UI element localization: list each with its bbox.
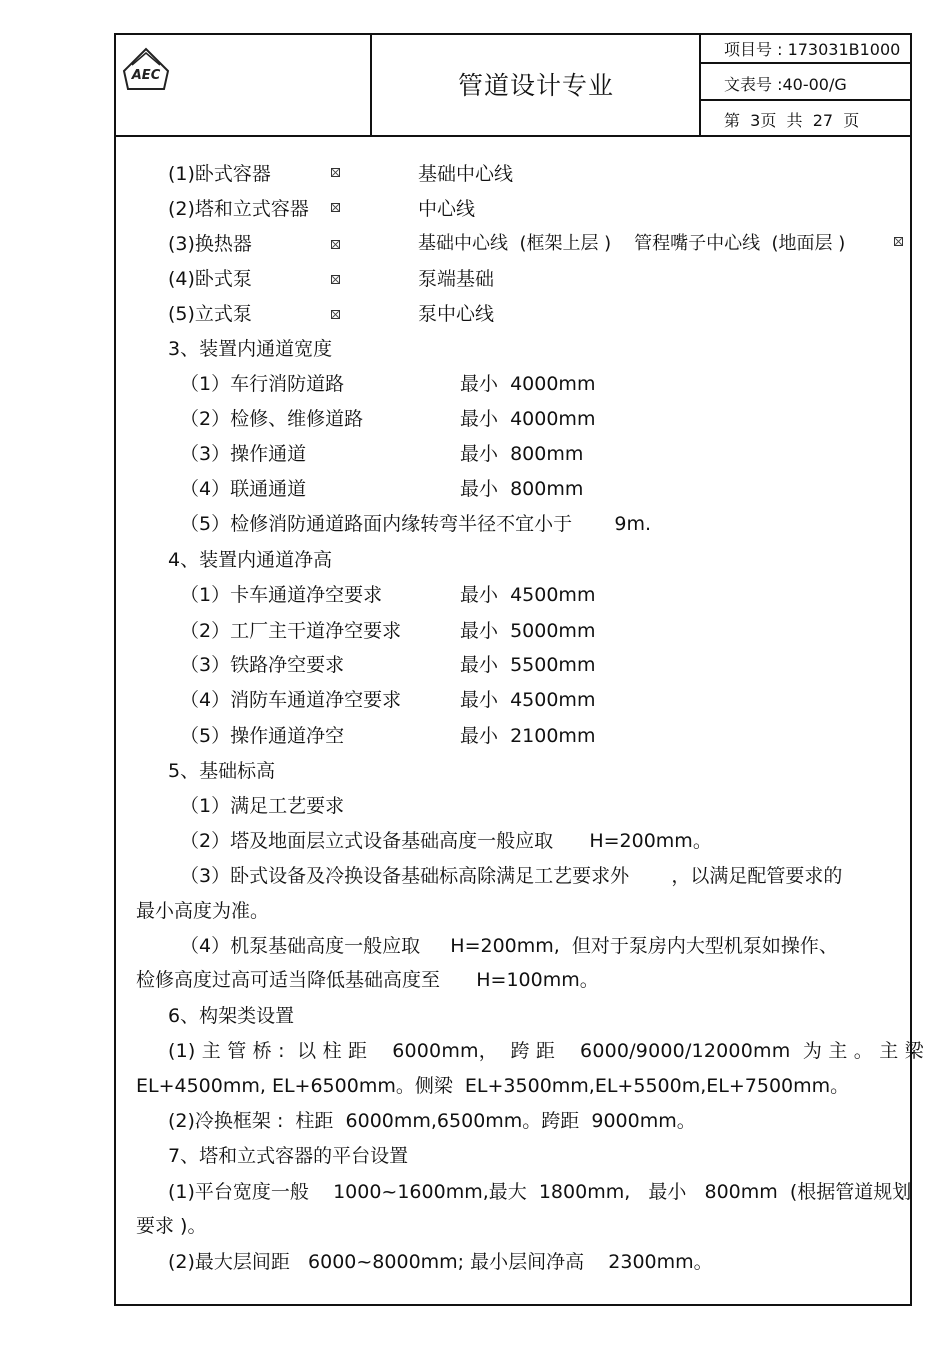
s3-label-3: （3）操作通道 — [180, 443, 307, 465]
s3-label-1: （1）车行消防道路 — [180, 373, 345, 395]
project-number: 项目号 : 173031B1000 — [724, 40, 901, 59]
s6-item-2: (2)冷换框架 : 柱距 6000mm,6500mm。跨距 9000mm。 — [168, 1110, 696, 1132]
s7-item-1-line-1: (1)平台宽度一般 1000~1600mm,最大 1800mm, 最小 800mm (根据管道规划 — [168, 1181, 912, 1203]
s3-label-2: （2）检修、维修道路 — [180, 408, 364, 430]
s4-value-2: 最小 5000mm — [460, 620, 596, 642]
equip-label-3: (3)换热器 — [168, 233, 252, 255]
s5-item-4-line-1: （4）机泵基础高度一般应取 H=200mm, 但对于泵房内大型机泵如操作、 — [180, 935, 838, 957]
equip-value-3: 基础中心线 (框架上层 ) 管程嘴子中心线 (地面层 ) — [418, 233, 846, 254]
s3-label-4: （4）联通通道 — [180, 478, 307, 500]
section-5-heading: 5、基础标高 — [168, 760, 276, 782]
equip-value-2: 中心线 — [418, 198, 476, 220]
s3-item-5: （5）检修消防通道路面内缘转弯半径不宜小于 9m. — [180, 513, 652, 535]
equip-label-1: (1)卧式容器 — [168, 163, 271, 185]
s4-label-1: （1）卡车通道净空要求 — [180, 584, 383, 606]
s5-item-3-line-2: 最小高度为准。 — [136, 900, 270, 922]
document-number: 文表号 :40-00/G — [724, 75, 847, 94]
s4-value-3: 最小 5500mm — [460, 654, 596, 676]
meta-divider-2 — [699, 99, 912, 101]
s3-value-1: 最小 4000mm — [460, 373, 596, 395]
s4-label-2: （2）工厂主干道净空要求 — [180, 620, 402, 642]
s4-value-5: 最小 2100mm — [460, 725, 596, 747]
s6-item-1-line-1: (1) 主 管 桥 : 以 柱 距 6000mm， 跨 距 6000/9000/12000mm 为 主 。 主 梁 — [168, 1040, 924, 1062]
company-logo — [120, 45, 172, 93]
equip-label-2: (2)塔和立式容器 — [168, 198, 309, 220]
equip-label-5: (5)立式泵 — [168, 303, 252, 325]
checkbox-icon — [331, 240, 340, 249]
checkbox-icon — [331, 203, 340, 212]
page-number: 第 3页 共 27 页 — [724, 111, 860, 130]
s3-value-3: 最小 800mm — [460, 443, 584, 465]
meta-divider-1 — [699, 62, 912, 64]
s5-item-1: （1）满足工艺要求 — [180, 795, 345, 817]
checkbox-icon — [331, 275, 340, 284]
equip-value-5: 泵中心线 — [418, 303, 495, 325]
checkbox-icon — [331, 310, 340, 319]
section-4-heading: 4、装置内通道净高 — [168, 549, 333, 571]
header-bottom-line — [114, 135, 912, 137]
logo-text: AEC — [131, 68, 161, 83]
s7-item-1-line-2: 要求 )。 — [136, 1215, 207, 1237]
s4-label-4: （4）消防车通道净空要求 — [180, 689, 402, 711]
s4-label-3: （3）铁路净空要求 — [180, 654, 345, 676]
s5-item-4-line-2: 检修高度过高可适当降低基础高度至 H=100mm。 — [136, 969, 599, 991]
s3-value-4: 最小 800mm — [460, 478, 584, 500]
s5-item-2: （2）塔及地面层立式设备基础高度一般应取 H=200mm。 — [180, 830, 712, 852]
checkbox-icon — [894, 237, 903, 246]
s4-label-5: （5）操作通道净空 — [180, 725, 345, 747]
s4-value-1: 最小 4500mm — [460, 584, 596, 606]
s4-value-4: 最小 4500mm — [460, 689, 596, 711]
s3-value-2: 最小 4000mm — [460, 408, 596, 430]
s7-item-2: (2)最大层间距 6000~8000mm; 最小层间净高 2300mm。 — [168, 1251, 713, 1273]
header-title: 管道设计专业 — [457, 71, 614, 100]
equip-value-1: 基础中心线 — [418, 163, 514, 185]
section-6-heading: 6、构架类设置 — [168, 1005, 295, 1027]
section-7-heading: 7、塔和立式容器的平台设置 — [168, 1145, 409, 1167]
section-3-heading: 3、装置内通道宽度 — [168, 338, 333, 360]
checkbox-icon — [331, 168, 340, 177]
equip-label-4: (4)卧式泵 — [168, 268, 252, 290]
s6-item-1-line-2: EL+4500mm, EL+6500mm。侧梁 EL+3500mm,EL+5500m,EL+7500mm。 — [136, 1075, 850, 1097]
equip-value-4: 泵端基础 — [418, 268, 495, 290]
s5-item-3-line-1: （3）卧式设备及冷换设备基础标高除满足工艺要求外 ，以满足配管要求的 — [180, 865, 843, 887]
